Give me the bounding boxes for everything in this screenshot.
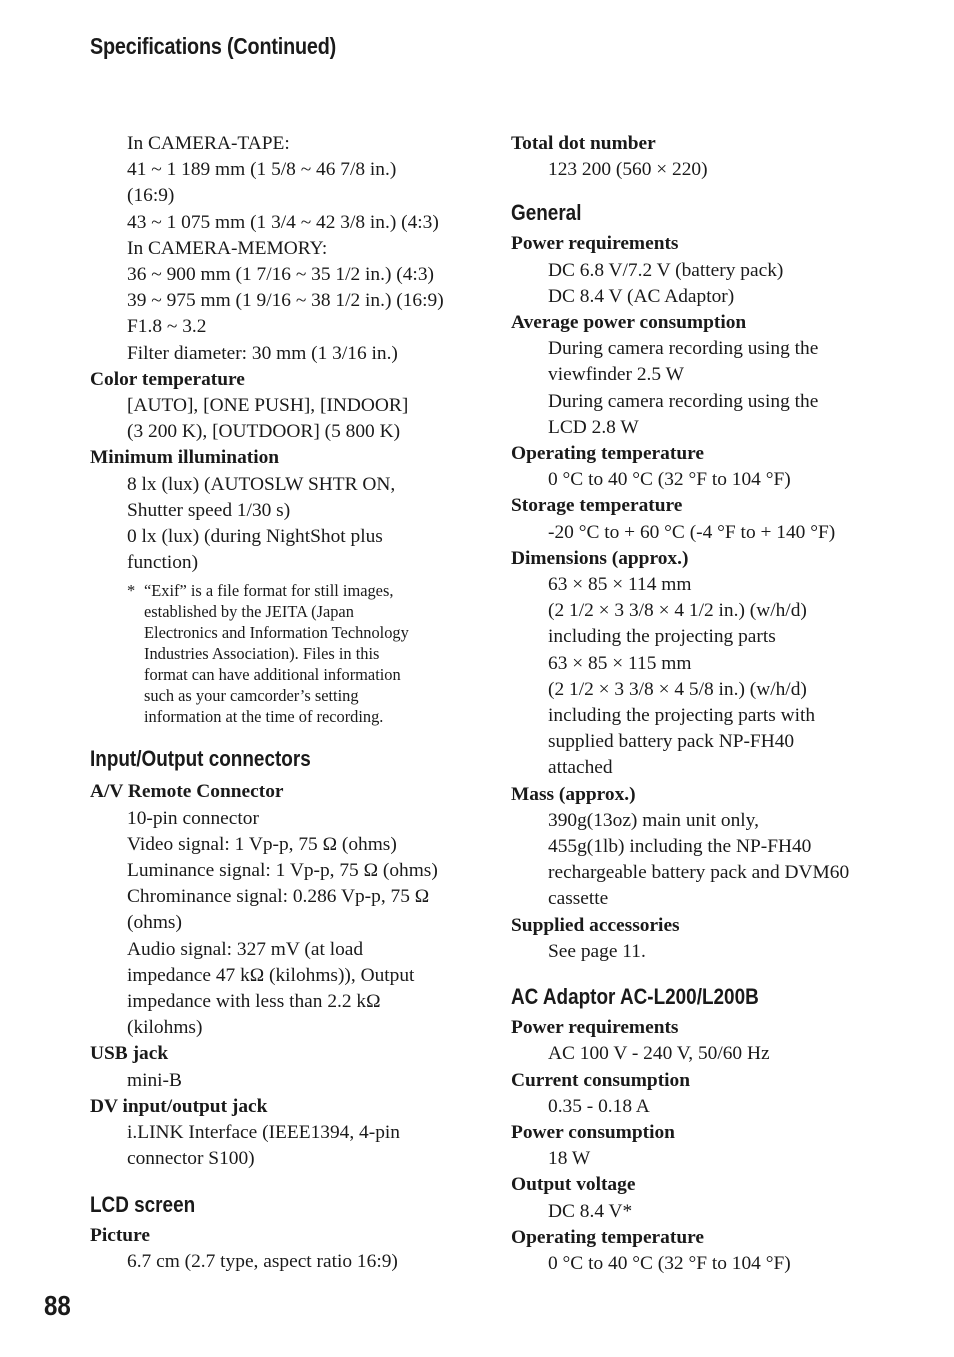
spec-line: DC 8.4 V (AC Adaptor) (548, 285, 735, 307)
spec-line: Filter diameter: 30 mm (1 3/16 in.) (127, 342, 398, 364)
picture-value (90, 1249, 470, 1275)
spec-line: 43 ~ 1 075 mm (1 3/4 ~ 42 3/8 in.) (4:3) (127, 211, 439, 233)
spec-line: 123 200 (560 × 220) (548, 159, 708, 181)
current-consumption-label: Current consumption (511, 1069, 691, 1091)
operating-temperature-label: Operating temperature (511, 443, 704, 465)
general-heading: General (511, 200, 582, 226)
picture-label: Picture (90, 1224, 150, 1246)
av-remote-connector-label: A/V Remote Connector (90, 781, 284, 803)
spec-line: In CAMERA-MEMORY: (127, 237, 328, 259)
spec-line: i.LINK Interface (IEEE1394, 4-pin (127, 1122, 400, 1144)
spec-line: impedance 47 kΩ (kilohms)), Output (127, 964, 415, 986)
usb-jack-label: USB jack (90, 1043, 169, 1065)
spec-line: viewfinder 2.5 W (548, 364, 684, 386)
note-line: Electronics and Information Technology (144, 623, 409, 643)
adaptor-power-requirements-label: Power requirements (511, 1017, 679, 1039)
total-dot-number-value (511, 157, 901, 183)
spec-line: including the projecting parts (548, 626, 776, 648)
spec-line: F1.8 ~ 3.2 (127, 316, 207, 338)
exif-footnote (90, 580, 470, 727)
spec-line: 63 × 85 × 114 mm (548, 574, 692, 596)
spec-line: 455g(1lb) including the NP-FH40 (548, 836, 812, 858)
spec-line: 8 lx (lux) (AUTOSLW SHTR ON, (127, 473, 396, 495)
adaptor-operating-temperature-label: Operating temperature (511, 1226, 704, 1248)
note-line: information at the time of recording. (144, 707, 384, 727)
spec-line: including the projecting parts with (548, 705, 816, 727)
spec-line: 36 ~ 900 mm (1 7/16 ~ 35 1/2 in.) (4:3) (127, 264, 434, 286)
io-connectors-heading: Input/Output connectors (90, 746, 311, 772)
note-line: “Exif” is a file format for still images, (144, 581, 394, 601)
right-column (511, 131, 901, 1277)
operating-temperature-value (511, 467, 901, 493)
usb-jack-value (90, 1068, 470, 1094)
spec-line: 0 lx (lux) (during NightShot plus (127, 526, 383, 548)
power-consumption-label: Power consumption (511, 1121, 675, 1143)
spec-line: 39 ~ 975 mm (1 9/16 ~ 38 1/2 in.) (16:9) (127, 290, 444, 312)
spec-line: See page 11. (548, 940, 646, 962)
dimensions-value (511, 572, 901, 782)
spec-line: 390g(13oz) main unit only, (548, 809, 759, 831)
current-consumption-value (511, 1094, 901, 1120)
power-requirements-label: Power requirements (511, 233, 679, 255)
adaptor-operating-temperature-value (511, 1251, 901, 1277)
spec-line: (2 1/2 × 3 3/8 × 4 5/8 in.) (w/h/d) (548, 678, 807, 700)
spec-line: In CAMERA-TAPE: (127, 133, 290, 154)
spec-line: 41 ~ 1 189 mm (1 5/8 ~ 46 7/8 in.) (127, 159, 397, 181)
spec-line: 0.35 - 0.18 A (548, 1095, 650, 1117)
output-voltage-label: Output voltage (511, 1174, 636, 1196)
output-voltage-value (511, 1199, 901, 1225)
spec-line: LCD 2.8 W (548, 416, 639, 438)
spec-line: Chrominance signal: 0.286 Vp-p, 75 Ω (127, 886, 430, 908)
minimum-illumination-label: Minimum illumination (90, 447, 280, 469)
spec-line: function) (127, 552, 199, 574)
power-consumption-value (511, 1146, 901, 1172)
spec-line: supplied battery pack NP-FH40 (548, 731, 795, 753)
spec-line: (kilohms) (127, 1017, 203, 1039)
storage-temperature-label: Storage temperature (511, 495, 683, 517)
spec-line: cassette (548, 888, 609, 910)
spec-line: Audio signal: 327 mV (at load (127, 938, 364, 960)
spec-line: 0 °C to 40 °C (32 °F to 104 °F) (548, 1252, 791, 1274)
note-line: established by the JEITA (Japan (144, 602, 354, 622)
running-header: Specifications (Continued) (90, 33, 337, 59)
note-line: format can have additional information (144, 665, 401, 685)
spec-line: attached (548, 757, 613, 779)
storage-temperature-value (511, 520, 901, 546)
spec-line: During camera recording using the (548, 338, 819, 360)
supplied-accessories-label: Supplied accessories (511, 914, 680, 936)
spec-line: mini-B (127, 1069, 182, 1091)
spec-line: AC 100 V - 240 V, 50/60 Hz (548, 1043, 770, 1065)
dimensions-label: Dimensions (approx.) (511, 547, 689, 569)
spec-line: Shutter speed 1/30 s) (127, 499, 291, 521)
spec-line: -20 °C to + 60 °C (-4 °F to + 140 °F) (548, 521, 836, 543)
dv-jack-value (90, 1120, 470, 1172)
total-dot-number-label: Total dot number (511, 133, 656, 154)
power-requirements-value (511, 258, 901, 310)
spec-line: connector S100) (127, 1148, 255, 1170)
spec-line: [AUTO], [ONE PUSH], [INDOOR] (127, 395, 409, 417)
lcd-screen-heading: LCD screen (90, 1191, 196, 1217)
spec-line: rechargeable battery pack and DVM60 (548, 862, 850, 884)
color-temperature-label: Color temperature (90, 368, 245, 390)
spec-line: (ohms) (127, 912, 182, 934)
spec-line: (2 1/2 × 3 3/8 × 4 1/2 in.) (w/h/d) (548, 600, 807, 622)
spec-line: 0 °C to 40 °C (32 °F to 104 °F) (548, 469, 791, 491)
spec-line: During camera recording using the (548, 390, 819, 412)
page-number: 88 (44, 1290, 71, 1321)
footnote-asterisk: * (127, 581, 136, 601)
supplied-accessories-value (511, 939, 901, 965)
spec-line: Video signal: 1 Vp-p, 75 Ω (ohms) (127, 833, 397, 855)
spec-line: Luminance signal: 1 Vp-p, 75 Ω (ohms) (127, 860, 438, 882)
mass-label: Mass (approx.) (511, 783, 636, 805)
left-column (90, 131, 470, 1275)
note-line: such as your camcorder’s setting (144, 686, 359, 706)
spec-line: 6.7 cm (2.7 type, aspect ratio 16:9) (127, 1250, 398, 1272)
av-remote-connector-value (90, 806, 470, 1042)
spec-line: impedance with less than 2.2 kΩ (127, 991, 381, 1013)
spec-line: DC 8.4 V* (548, 1200, 633, 1222)
average-power-value (511, 336, 901, 441)
spec-line: 10-pin connector (127, 807, 259, 829)
spec-line: 18 W (548, 1148, 591, 1170)
mass-value (511, 808, 901, 913)
spec-line: DC 6.8 V/7.2 V (battery pack) (548, 259, 784, 281)
adaptor-power-requirements-value (511, 1041, 901, 1067)
average-power-label: Average power consumption (511, 312, 747, 334)
color-temperature-value (90, 393, 470, 445)
minimum-illumination-value (90, 472, 470, 577)
lens-spec (90, 131, 470, 367)
note-line: Industries Association). Files in this (144, 644, 380, 664)
ac-adaptor-heading: AC Adaptor AC-L200/L200B (511, 984, 759, 1010)
spec-line: 63 × 85 × 115 mm (548, 652, 692, 674)
dv-jack-label: DV input/output jack (90, 1095, 268, 1117)
spec-line: (16:9) (127, 185, 175, 207)
spec-line: (3 200 K), [OUTDOOR] (5 800 K) (127, 421, 401, 443)
